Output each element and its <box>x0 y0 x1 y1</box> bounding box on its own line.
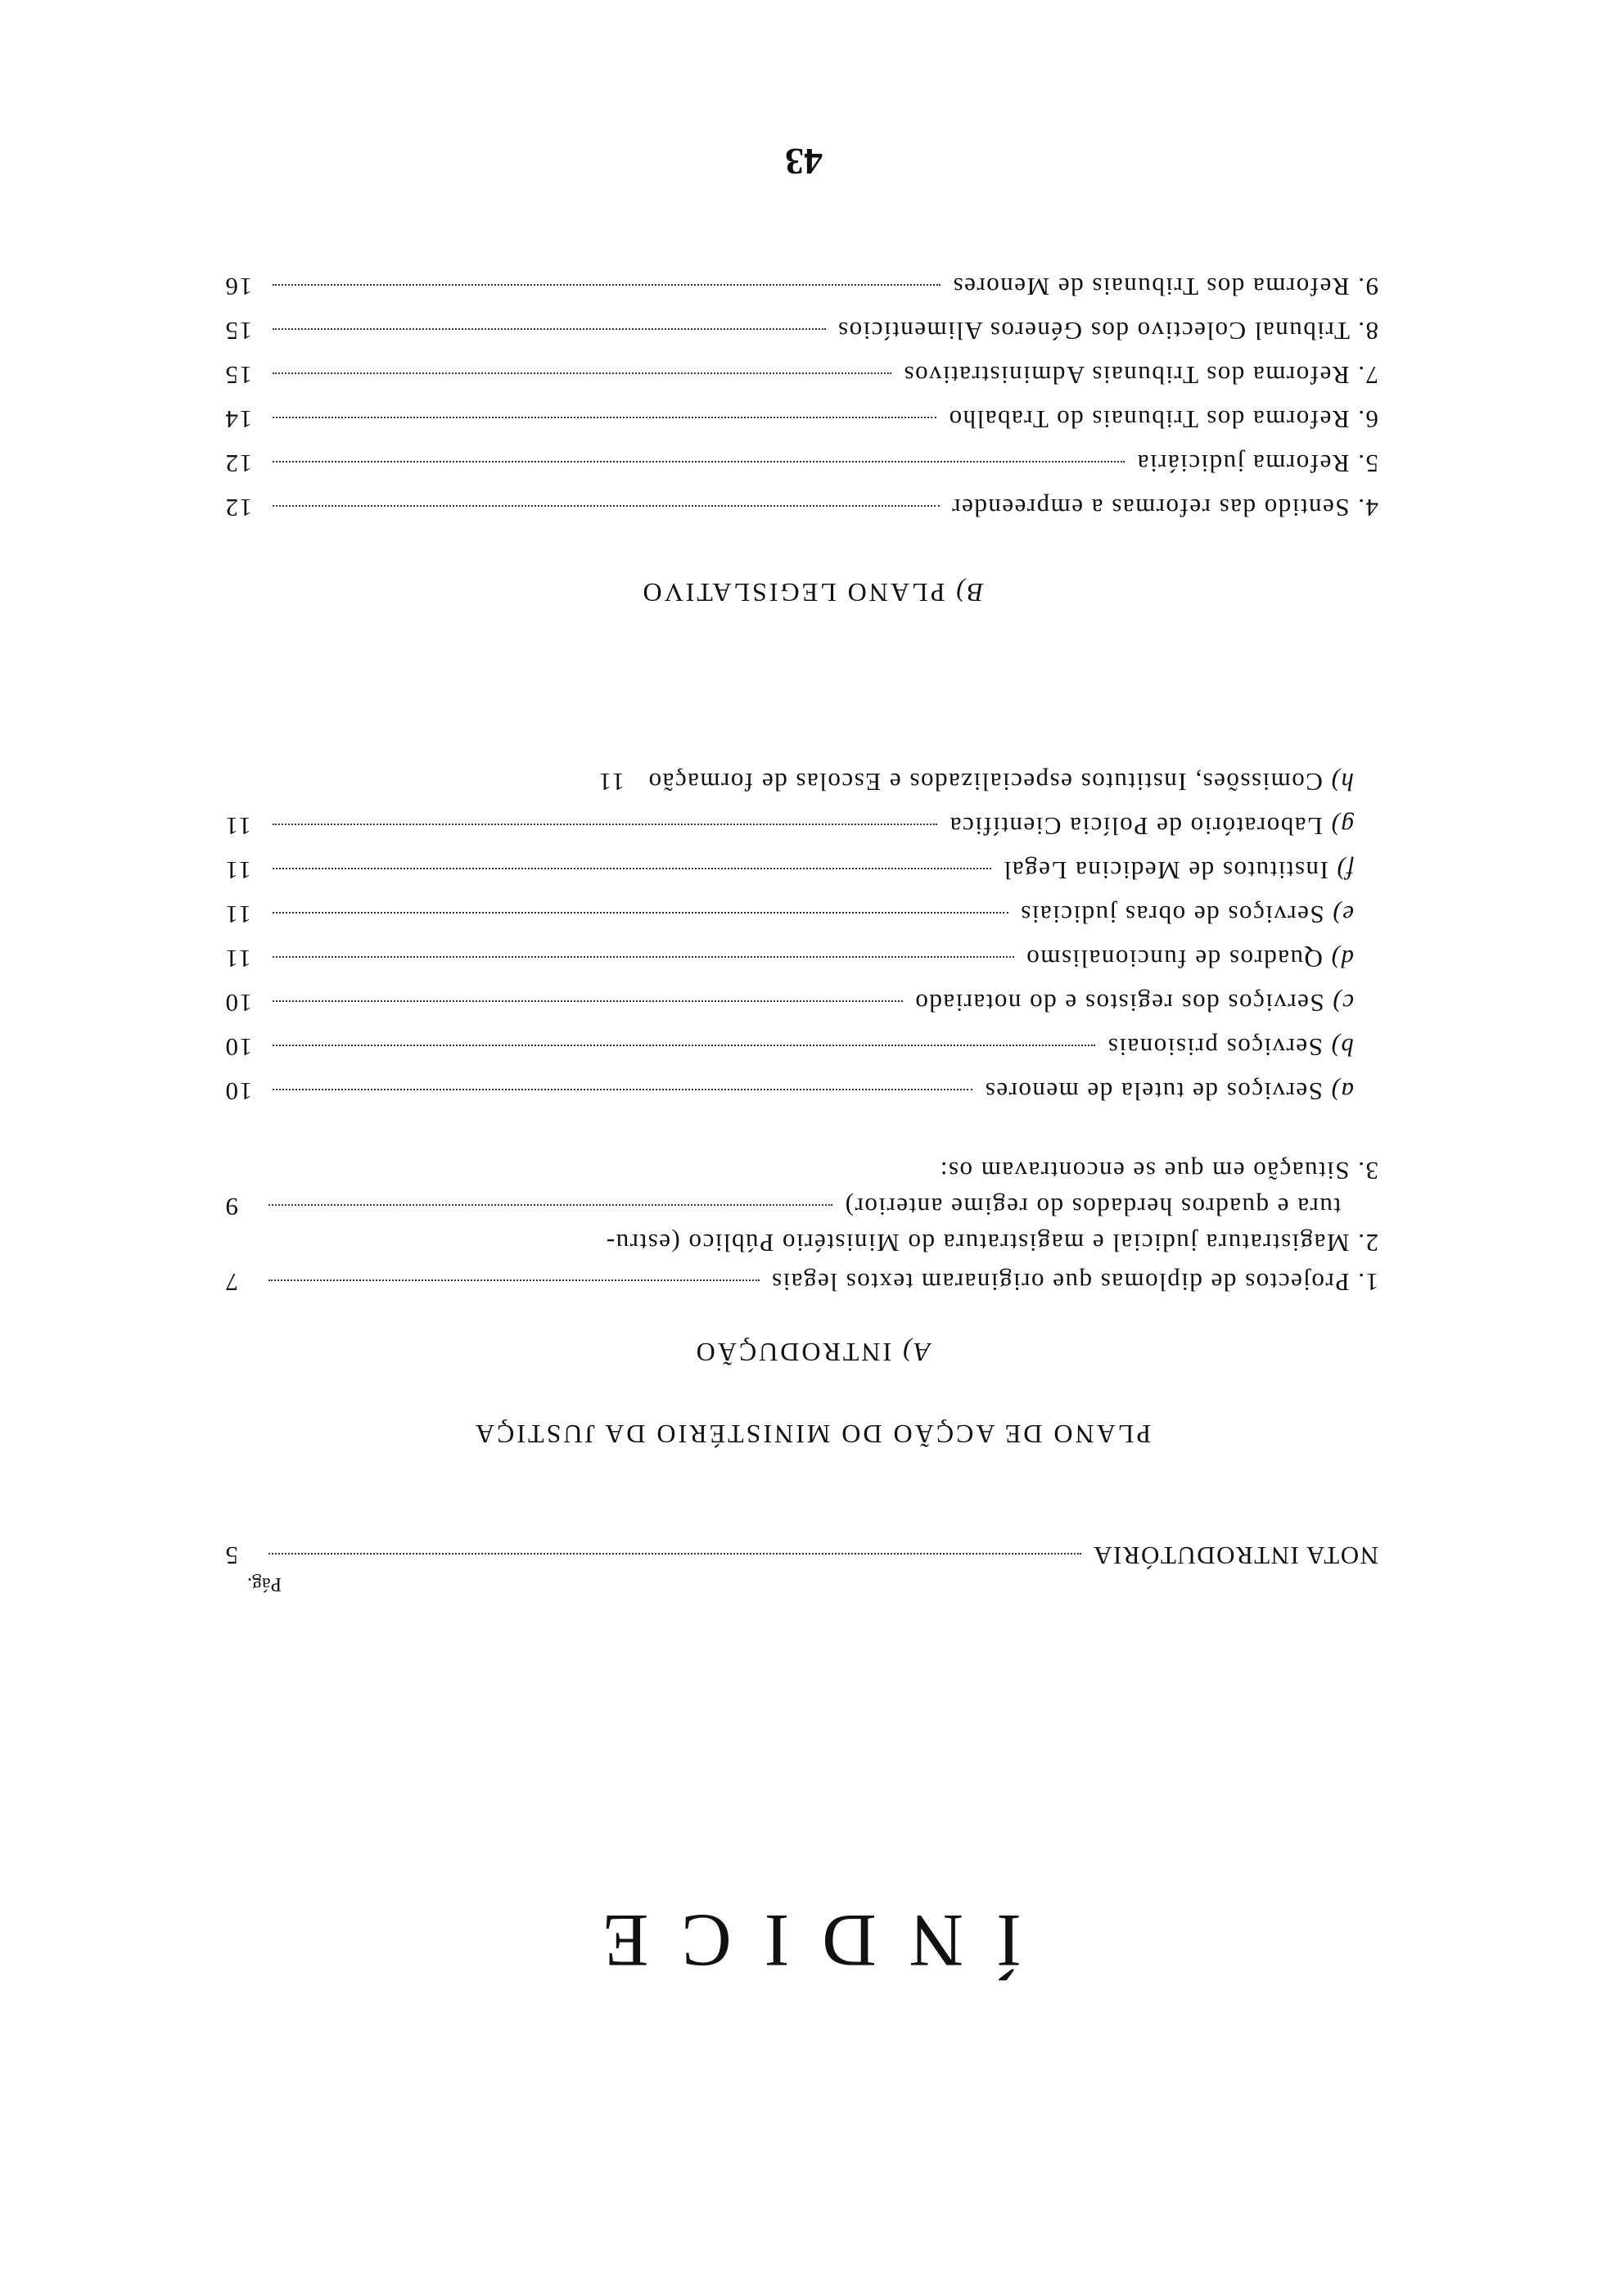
main-heading: PLANO DE ACÇÃO DO MINISTÉRIO DA JUSTIÇA <box>472 1419 1152 1449</box>
toc-entry: 3. Situação em que se encontravam os: <box>939 1157 1378 1185</box>
toc-entry-page: 10 <box>224 989 252 1018</box>
subentry-letter: b) <box>1330 1033 1354 1062</box>
subentry-letter: f) <box>1336 856 1354 885</box>
toc-entry <box>224 272 1378 301</box>
toc-subentry <box>224 767 1354 797</box>
toc-subentry <box>224 811 1354 841</box>
toc-entry-page: 15 <box>224 361 252 390</box>
toc-subentry <box>224 944 1354 973</box>
section-letter: A) <box>900 1338 931 1367</box>
toc-entry-nota <box>224 1541 1378 1570</box>
toc-entry-label: 9. Reforma dos Tribunais de Menores <box>952 273 1378 301</box>
toc-entry <box>224 404 1378 434</box>
toc-entry-page: 12 <box>224 449 252 478</box>
toc-entry-page: 14 <box>224 405 252 434</box>
page-number: 43 <box>785 141 823 183</box>
toc-entry-label: Institutos de Medicina Legal <box>1003 856 1329 885</box>
subentry-letter: d) <box>1330 945 1354 973</box>
toc-entry <box>224 449 1378 478</box>
dot-leader <box>273 824 937 826</box>
toc-entry-page: 9 <box>224 1193 238 1221</box>
toc-entry-page: 11 <box>224 812 251 841</box>
subentry-letter: g) <box>1330 812 1354 841</box>
toc-entry-label: Comissões, Institutos especializados e Escolas de formação <box>647 768 1323 797</box>
subentry-letter: h) <box>1330 768 1354 797</box>
page-column-label: Pág. <box>247 1573 282 1595</box>
section-heading-a <box>0 1337 1624 1367</box>
section-title: INTRODUÇÃO <box>693 1338 892 1367</box>
dot-leader <box>273 328 826 331</box>
toc-entry-page: 10 <box>224 1077 252 1106</box>
section-title: PLANO LEGISLATIVO <box>640 578 945 607</box>
dot-leader <box>273 505 940 508</box>
toc-entry-label: NOTA INTRODUTÓRIA <box>1092 1541 1378 1570</box>
dot-leader <box>273 868 991 870</box>
toc-entry-label: 6. Reforma dos Tribunais do Trabalho <box>948 405 1378 434</box>
dot-leader <box>273 956 1014 959</box>
toc-entry-label: 7. Reforma dos Tribunais Administrativos <box>903 361 1378 390</box>
toc-entry-page: 16 <box>224 273 252 301</box>
section-letter: B) <box>954 578 984 607</box>
dot-leader <box>273 284 941 287</box>
toc-entry-label: Quadros de funcionalismo <box>1025 945 1323 973</box>
toc-entry-label: Serviços dos registos e do notariado <box>914 989 1324 1018</box>
toc-entry-label: 8. Tribunal Colectivo dos Géneros Alimentícios <box>837 317 1378 345</box>
toc-entry <box>224 360 1378 390</box>
dot-leader <box>268 1204 832 1207</box>
toc-entry: 2. Magistratura judicial e magistratura do Ministério Público (estru- <box>605 1229 1378 1257</box>
toc-subentry <box>224 1032 1354 1062</box>
toc-entry-label: Serviços de tutela de menores <box>984 1077 1323 1106</box>
subentry-letter: c) <box>1331 989 1354 1018</box>
dot-leader <box>268 1553 1081 1555</box>
toc-subentry <box>224 900 1354 929</box>
toc-entry-page: 11 <box>598 768 625 797</box>
toc-entry-page: 12 <box>224 494 252 522</box>
dot-leader <box>273 1000 903 1003</box>
toc-entry <box>224 493 1378 522</box>
dot-leader <box>273 1089 972 1091</box>
toc-entry <box>224 316 1378 345</box>
toc-subentry <box>224 988 1354 1018</box>
toc-entry-page: 15 <box>224 317 252 345</box>
toc-entry <box>224 1267 1378 1297</box>
toc-entry-label: 5. Reforma judiciária <box>1136 449 1378 478</box>
subentry-letter: e) <box>1331 900 1354 929</box>
toc-subentry <box>224 855 1354 885</box>
dot-leader <box>273 1045 1095 1047</box>
toc-entry-page: 11 <box>224 945 251 973</box>
subentry-letter: a) <box>1330 1077 1354 1106</box>
page-title: ÍNDICE <box>570 1899 1022 1983</box>
section-heading-b <box>0 577 1624 607</box>
toc-entry-page: 11 <box>224 900 251 929</box>
toc-entry-label: 1. Projectos de diplomas que originaram textos legais <box>770 1268 1378 1297</box>
toc-entry-continuation <box>224 1192 1341 1221</box>
toc-entry-page: 7 <box>224 1268 238 1297</box>
toc-entry-page: 10 <box>224 1033 252 1062</box>
dot-leader <box>273 912 1008 914</box>
toc-entry-label: tura e quadros herdados do regime anterior) <box>844 1193 1341 1221</box>
toc-entry-page: 11 <box>224 856 251 885</box>
toc-entry-label: Serviços prisionais <box>1107 1033 1323 1062</box>
toc-entry-label: Laboratório de Polícia Científica <box>949 812 1323 841</box>
dot-leader <box>273 417 936 419</box>
dot-leader <box>273 461 1125 463</box>
dot-leader <box>273 372 891 375</box>
toc-subentry <box>224 1076 1354 1106</box>
toc-entry-label: 4. Sentido das reformas a empreender <box>950 494 1378 522</box>
dot-leader <box>268 1279 760 1282</box>
toc-entry-page: 5 <box>224 1541 238 1570</box>
toc-entry-label: Serviços de obras judiciais <box>1019 900 1324 929</box>
